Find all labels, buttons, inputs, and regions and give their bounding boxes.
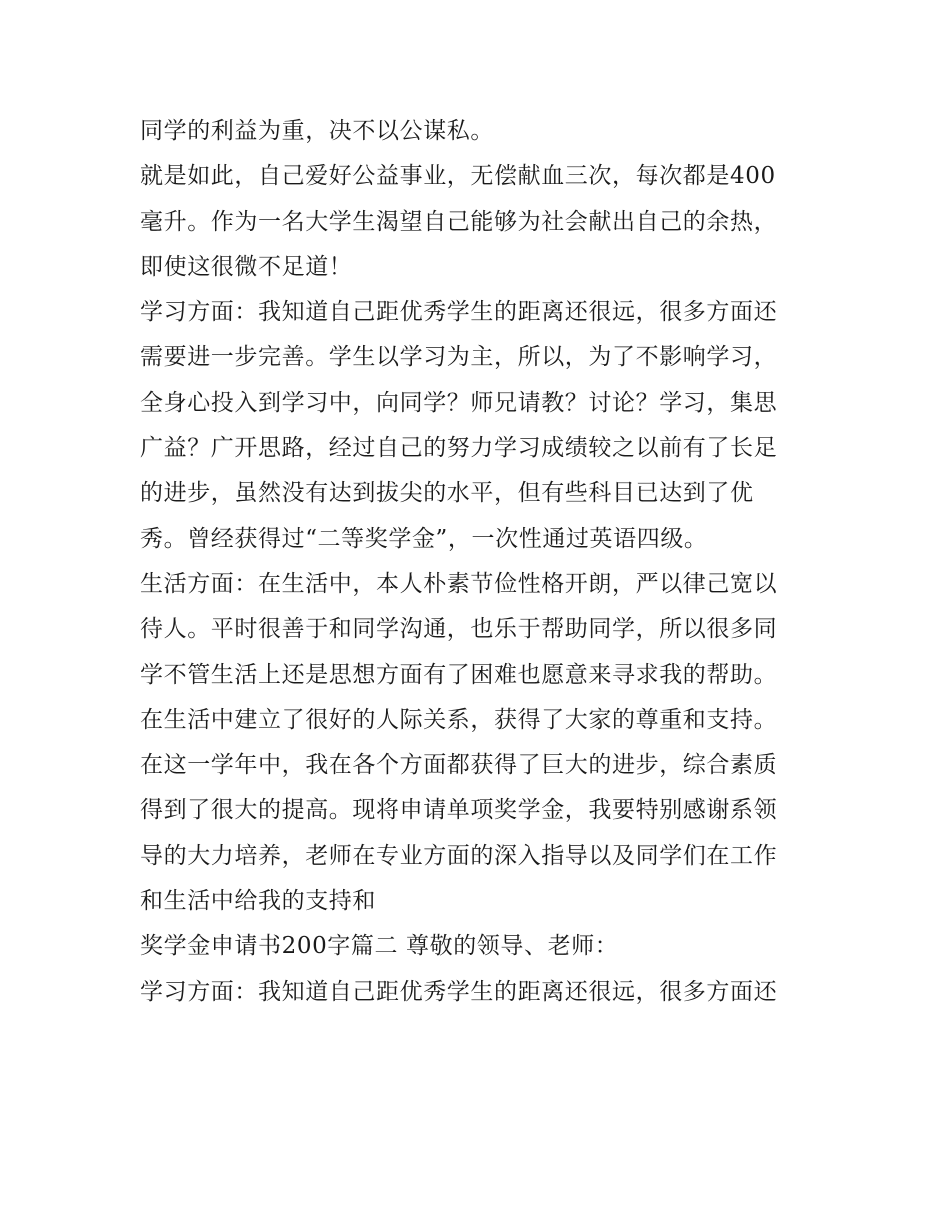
text-line: 毫升。作为一名大学生渴望自己能够为社会献出自己的余热， xyxy=(140,208,778,235)
text-line: 生活方面：在生活中，本人朴素节俭性格开朗，严以律己宽以 xyxy=(140,570,778,597)
text-line: 待人。平时很善于和同学沟通，也乐于帮助同学，所以很多同 xyxy=(140,616,778,643)
text-line: 需要进一步完善。学生以学习为主，所以，为了不影响学习， xyxy=(140,344,778,371)
text-line: 导的大力培养，老师在专业方面的深入指导以及同学们在工作 xyxy=(140,842,778,869)
text-line: 即使这很微不足道！ xyxy=(140,253,353,280)
text-line: 学不管生活上还是思想方面有了困难也愿意来寻求我的帮助。 xyxy=(140,661,778,688)
section-heading: 奖学金申请书200字篇二 尊敬的领导、老师： xyxy=(140,933,619,960)
text-line: 学习方面：我知道自己距优秀学生的距离还很远，很多方面还 xyxy=(140,299,778,326)
text-line: 广益？广开思路，经过自己的努力学习成绩较之以前有了长足 xyxy=(140,435,778,462)
text-line: 在生活中建立了很好的人际关系，获得了大家的尊重和支持。 xyxy=(140,706,778,733)
text-line: 学习方面：我知道自己距优秀学生的距离还很远，很多方面还 xyxy=(140,978,778,1005)
text-line: 在这一学年中，我在各个方面都获得了巨大的进步，综合素质 xyxy=(140,752,778,779)
text-line: 秀。曾经获得过“二等奖学金”，一次性通过英语四级。 xyxy=(140,525,708,552)
text-line: 全身心投入到学习中，向同学？师兄请教？讨论？学习，集思 xyxy=(140,389,778,416)
text-line: 和生活中给我的支持和 xyxy=(140,888,376,915)
document-body xyxy=(140,109,820,1015)
text-line: 得到了很大的提高。现将申请单项奖学金，我要特别感谢系领 xyxy=(140,797,778,824)
text-line: 的进步，虽然没有达到拔尖的水平，但有些科目已达到了优 xyxy=(140,480,754,507)
text-line: 就是如此，自己爱好公益事业，无偿献血三次，每次都是400 xyxy=(140,163,776,190)
text-line: 同学的利益为重，决不以公谋私。 xyxy=(140,118,494,144)
